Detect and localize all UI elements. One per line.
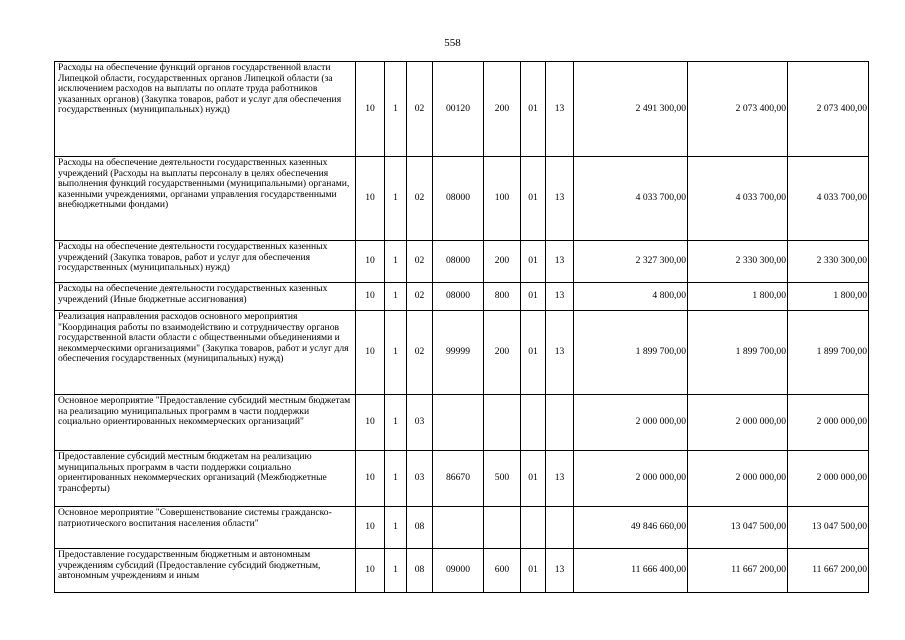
cell-code: 02: [407, 241, 433, 283]
cell-code: 1: [385, 395, 407, 451]
cell-amount: 2 000 000,00: [574, 395, 688, 451]
cell-code: 01: [521, 157, 546, 241]
cell-code: [521, 395, 546, 451]
cell-code: 1: [385, 311, 407, 395]
table-row: [55, 283, 869, 311]
cell-code: 10: [356, 507, 385, 549]
row-description: Предоставление субсидий местным бюджетам на реализацию муниципальных программ в части поддержки социально ориентированных некоммерческих организаций (Межбюджетные трансферты): [55, 451, 356, 507]
cell-code: 08: [407, 507, 433, 549]
table-row: [55, 549, 869, 593]
cell-code: 1: [385, 507, 407, 549]
cell-code: [521, 507, 546, 549]
cell-amount: 2 073 400,00: [688, 62, 788, 157]
cell-code: 02: [407, 311, 433, 395]
cell-code: 200: [484, 62, 521, 157]
cell-code: 10: [356, 395, 385, 451]
cell-code: 01: [521, 62, 546, 157]
cell-amount: 2 327 300,00: [574, 241, 688, 283]
cell-code: 100: [484, 157, 521, 241]
cell-code: [484, 507, 521, 549]
row-description: Основное мероприятие "Совершенствование системы гражданско-патриотического воспитания населения области": [55, 507, 356, 549]
cell-code: 1: [385, 283, 407, 311]
cell-code: [546, 395, 574, 451]
cell-code: 1: [385, 157, 407, 241]
cell-code: 03: [407, 395, 433, 451]
cell-code: 10: [356, 283, 385, 311]
table-row: [55, 62, 869, 157]
cell-code: 200: [484, 241, 521, 283]
cell-code: 08: [407, 549, 433, 593]
cell-code: 99999: [433, 311, 484, 395]
row-description: Реализация направления расходов основного мероприятия "Координация работы по взаимодействию и сотрудничеству органов государственной власти области с общественными объединениями и некоммерческими организациями" (Закупка товаров, работ и услуг для обеспечения государственных (муниципальных) нужд): [55, 311, 356, 395]
cell-amount: 4 800,00: [574, 283, 688, 311]
cell-code: 500: [484, 451, 521, 507]
cell-amount: 11 666 400,00: [574, 549, 688, 593]
cell-code: 01: [521, 311, 546, 395]
cell-code: 08000: [433, 241, 484, 283]
cell-code: 03: [407, 451, 433, 507]
cell-code: 01: [521, 283, 546, 311]
table-row: [55, 395, 869, 451]
cell-amount: 1 800,00: [788, 283, 869, 311]
cell-amount: 2 330 300,00: [688, 241, 788, 283]
cell-code: 600: [484, 549, 521, 593]
cell-amount: 2 330 300,00: [788, 241, 869, 283]
table-row: [55, 451, 869, 507]
cell-code: 01: [521, 241, 546, 283]
cell-code: [433, 507, 484, 549]
cell-amount: 2 491 300,00: [574, 62, 688, 157]
cell-amount: 4 033 700,00: [788, 157, 869, 241]
cell-code: 02: [407, 283, 433, 311]
cell-code: 13: [546, 311, 574, 395]
row-description: Расходы на обеспечение деятельности государственных казенных учреждений (Расходы на выплаты персоналу в целях обеспечения выполнения функций государственными (муниципальными) органами, казенными учреждениями, органами управления государственными внебюджетными фондами): [55, 157, 356, 241]
cell-amount: 2 000 000,00: [688, 451, 788, 507]
cell-code: 1: [385, 549, 407, 593]
cell-code: [484, 395, 521, 451]
table-row: [55, 507, 869, 549]
cell-amount: 4 033 700,00: [688, 157, 788, 241]
cell-code: 1: [385, 62, 407, 157]
row-description: Предоставление государственным бюджетным и автономным учреждениям субсидий (Предоставление субсидий бюджетным, автономным учреждениям и иным: [55, 549, 356, 593]
cell-amount: 2 073 400,00: [788, 62, 869, 157]
cell-code: 08000: [433, 157, 484, 241]
cell-amount: 49 846 660,00: [574, 507, 688, 549]
cell-code: 01: [521, 451, 546, 507]
cell-code: 01: [521, 549, 546, 593]
cell-amount: 11 667 200,00: [688, 549, 788, 593]
cell-amount: 4 033 700,00: [574, 157, 688, 241]
cell-code: 10: [356, 451, 385, 507]
cell-code: 13: [546, 241, 574, 283]
table-row: [55, 241, 869, 283]
cell-code: [433, 395, 484, 451]
page-number: 558: [444, 37, 461, 49]
cell-amount: 1 899 700,00: [788, 311, 869, 395]
cell-code: 02: [407, 62, 433, 157]
cell-amount: 2 000 000,00: [574, 451, 688, 507]
cell-amount: 1 899 700,00: [574, 311, 688, 395]
row-description: Расходы на обеспечение функций органов государственной власти Липецкой области, государственных органов Липецкой области (за исключением расходов на выплаты по оплате труда работников указанных органов) (Закупка товаров, работ и услуг для обеспечения государственных (муниципальных) нужд): [55, 62, 356, 157]
cell-amount: 13 047 500,00: [788, 507, 869, 549]
table-row: [55, 157, 869, 241]
budget-table: [54, 61, 869, 593]
cell-code: 13: [546, 62, 574, 157]
cell-code: 08000: [433, 283, 484, 311]
cell-code: 09000: [433, 549, 484, 593]
row-description: Основное мероприятие "Предоставление субсидий местным бюджетам на реализацию муниципальных программ в части поддержки социально ориентированных некоммерческих организаций": [55, 395, 356, 451]
cell-code: 13: [546, 451, 574, 507]
cell-code: 13: [546, 283, 574, 311]
cell-code: 13: [546, 157, 574, 241]
cell-code: 800: [484, 283, 521, 311]
cell-amount: 1 800,00: [688, 283, 788, 311]
cell-code: 10: [356, 62, 385, 157]
budget-table-body: [55, 62, 869, 593]
row-description: Расходы на обеспечение деятельности государственных казенных учреждений (Иные бюджетные ассигнования): [55, 283, 356, 311]
cell-amount: 2 000 000,00: [788, 395, 869, 451]
cell-code: 00120: [433, 62, 484, 157]
cell-code: 200: [484, 311, 521, 395]
cell-code: [546, 507, 574, 549]
cell-amount: 2 000 000,00: [788, 451, 869, 507]
cell-code: 86670: [433, 451, 484, 507]
table-row: [55, 311, 869, 395]
row-description: Расходы на обеспечение деятельности государственных казенных учреждений (Закупка товаров, работ и услуг для обеспечения государственных (муниципальных) нужд): [55, 241, 356, 283]
cell-amount: 2 000 000,00: [688, 395, 788, 451]
cell-code: 10: [356, 241, 385, 283]
cell-code: 1: [385, 241, 407, 283]
cell-code: 10: [356, 549, 385, 593]
cell-code: 1: [385, 451, 407, 507]
cell-code: 10: [356, 157, 385, 241]
cell-amount: 1 899 700,00: [688, 311, 788, 395]
cell-code: 10: [356, 311, 385, 395]
cell-amount: 13 047 500,00: [688, 507, 788, 549]
cell-code: 02: [407, 157, 433, 241]
cell-code: 13: [546, 549, 574, 593]
cell-amount: 11 667 200,00: [788, 549, 869, 593]
